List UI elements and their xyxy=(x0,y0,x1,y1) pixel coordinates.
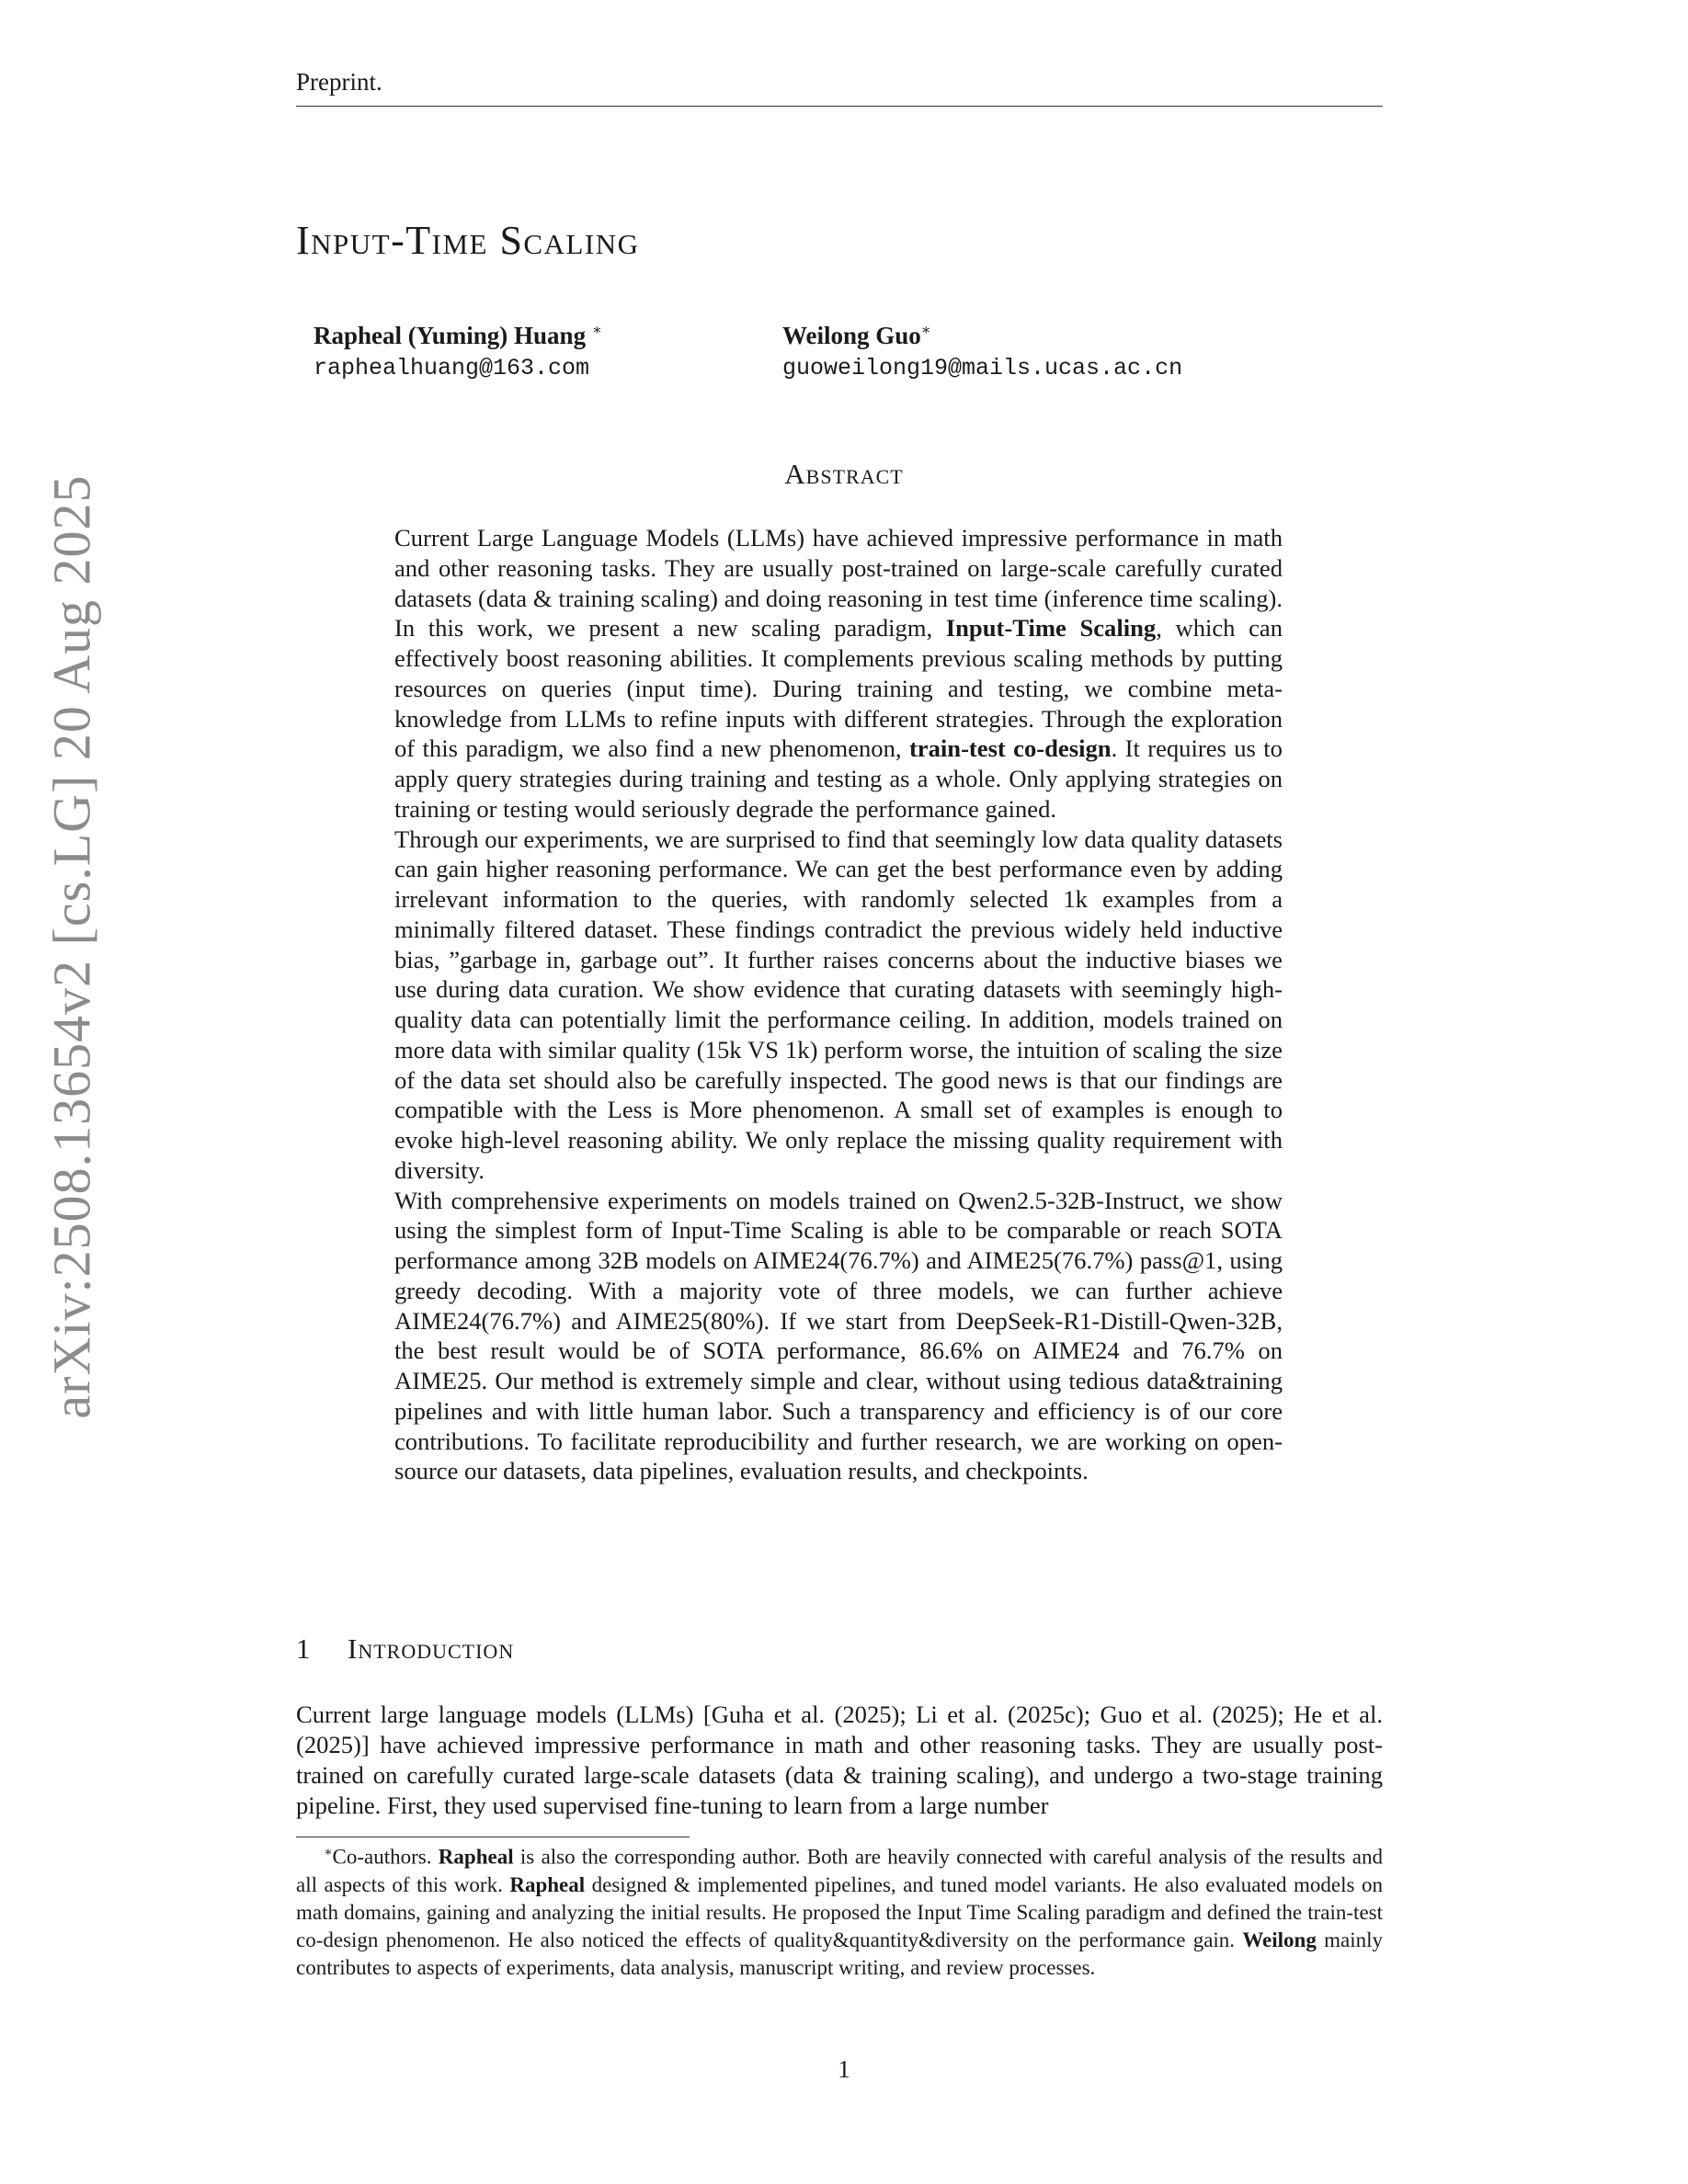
abstract-paragraph: Current Large Language Models (LLMs) have achieved impressive performance in math and other reasoning tasks. They are usually post-trained on large-scale carefully curated datasets (data & training scaling) and doing reasoning in test time (inference time scaling). In this work, we present a new scaling paradigm, Input-Time Scaling, which can effectively boost reasoning abilities. It complements previous scaling methods by putting resources on queries (input time). During training and testing, we combine meta-knowledge from LLMs to refine inputs with different strategies. Through the exploration of this paradigm, we also find a new phenomenon, train-test co-design. It requires us to apply query strategies during training and testing as a whole. Only applying strategies on training or testing would seriously degrade the performance gained. xyxy=(394,524,1283,823)
abstract-paragraph: Through our experiments, we are surprised to find that seemingly low data quality datasets can gain higher reasoning performance. We can get the best performance even by adding irrelevant information to the queries, with randomly selected 1k examples from a minimally filtered dataset. These findings contradict the previous widely held inductive bias, ”garbage in, garbage out”. It further raises concerns about the inductive biases we use during data curation. We show evidence that curating datasets with seemingly high-quality data can potentially limit the performance ceiling. In addition, models trained on more data with similar quality (15k VS 1k) perform worse, the intuition of scaling the size of the data set should also be carefully inspected. The good news is that our findings are compatible with the Less is More phenomenon. A small set of examples is enough to evoke high-level reasoning ability. We only replace the missing quality requirement with diversity. xyxy=(394,825,1283,1184)
paper-title: Input-Time Scaling xyxy=(296,218,640,263)
section-number: 1 xyxy=(296,1632,311,1665)
header-rule xyxy=(296,106,1383,107)
footnote: ∗Co-authors. Rapheal is also the corresponding author. Both are heavily connected with careful analysis of the results and all aspects of this work. Rapheal designed & implemented pipelines, and tuned model variants. He also evaluated models on math domains, gaining and analyzing the initial results. He proposed the Input Time Scaling paradigm and defined the train-test co-design phenomenon. He also noticed the effects of quality&quantity&diversity on the performance gain. Weilong mainly contributes to aspects of experiments, data analysis, manuscript writing, and review processes. xyxy=(296,1845,1383,1979)
emphasis-train-test-co-design: train-test co-design xyxy=(908,734,1112,763)
footnote-mark: ∗ xyxy=(324,1846,333,1860)
author-footnote-mark: ∗ xyxy=(591,323,602,338)
abstract-body xyxy=(394,523,1283,1486)
abstract-paragraph: With comprehensive experiments on models trained on Qwen2.5-32B-Instruct, we show using the simplest form of Input-Time Scaling is able to be comparable or reach SOTA performance among 32B models on AIME24(76.7%) and AIME25(76.7%) pass@1, using greedy decoding. With a majority vote of three models, we can further achieve AIME24(76.7%) and AIME25(80%). If we start from DeepSeek-R1-Distill-Qwen-32B, the best result would be of SOTA performance, 86.6% on AIME24 and 76.7% on AIME25. Our method is extremely simple and clear, without using tedious data&training pipelines and with little human labor. Such a transparency and efficiency is of our core contributions. To facilitate reproducibility and further research, we are working on open-source our datasets, data pipelines, evaluation results, and checkpoints. xyxy=(394,1186,1283,1485)
author-footnote-mark: ∗ xyxy=(920,323,931,338)
author-email: guoweilong19@mails.ucas.ac.cn xyxy=(782,355,1183,381)
arxiv-side-stamp: arXiv:2508.13654v2 [cs.LG] 20 Aug 2025 xyxy=(41,474,102,1419)
running-header: Preprint. xyxy=(296,68,382,96)
author-name: Rapheal (Yuming) Huang ∗ xyxy=(314,322,602,349)
author-email: raphealhuang@163.com xyxy=(314,355,590,381)
author-block-2 xyxy=(782,315,1260,384)
introduction-paragraph: Current large language models (LLMs) [Guha et al. (2025); Li et al. (2025c); Guo et al. (2025); He et al. (2025)] have achieved impressive performance in math and other reasoning tasks. They are usually post-trained on carefully curated large-scale datasets (data & training scaling), and undergo a two-stage training pipeline. First, they used supervised fine-tuning to learn from a large number xyxy=(296,1701,1383,1819)
section-heading-introduction xyxy=(296,1632,514,1666)
author-block-1 xyxy=(314,315,792,384)
page-number: 1 xyxy=(838,2055,850,2083)
section-title: Introduction xyxy=(348,1632,515,1665)
abstract-heading: Abstract xyxy=(784,458,904,490)
emphasis-input-time-scaling: Input-Time Scaling xyxy=(945,614,1157,643)
author-name: Weilong Guo∗ xyxy=(782,322,931,349)
